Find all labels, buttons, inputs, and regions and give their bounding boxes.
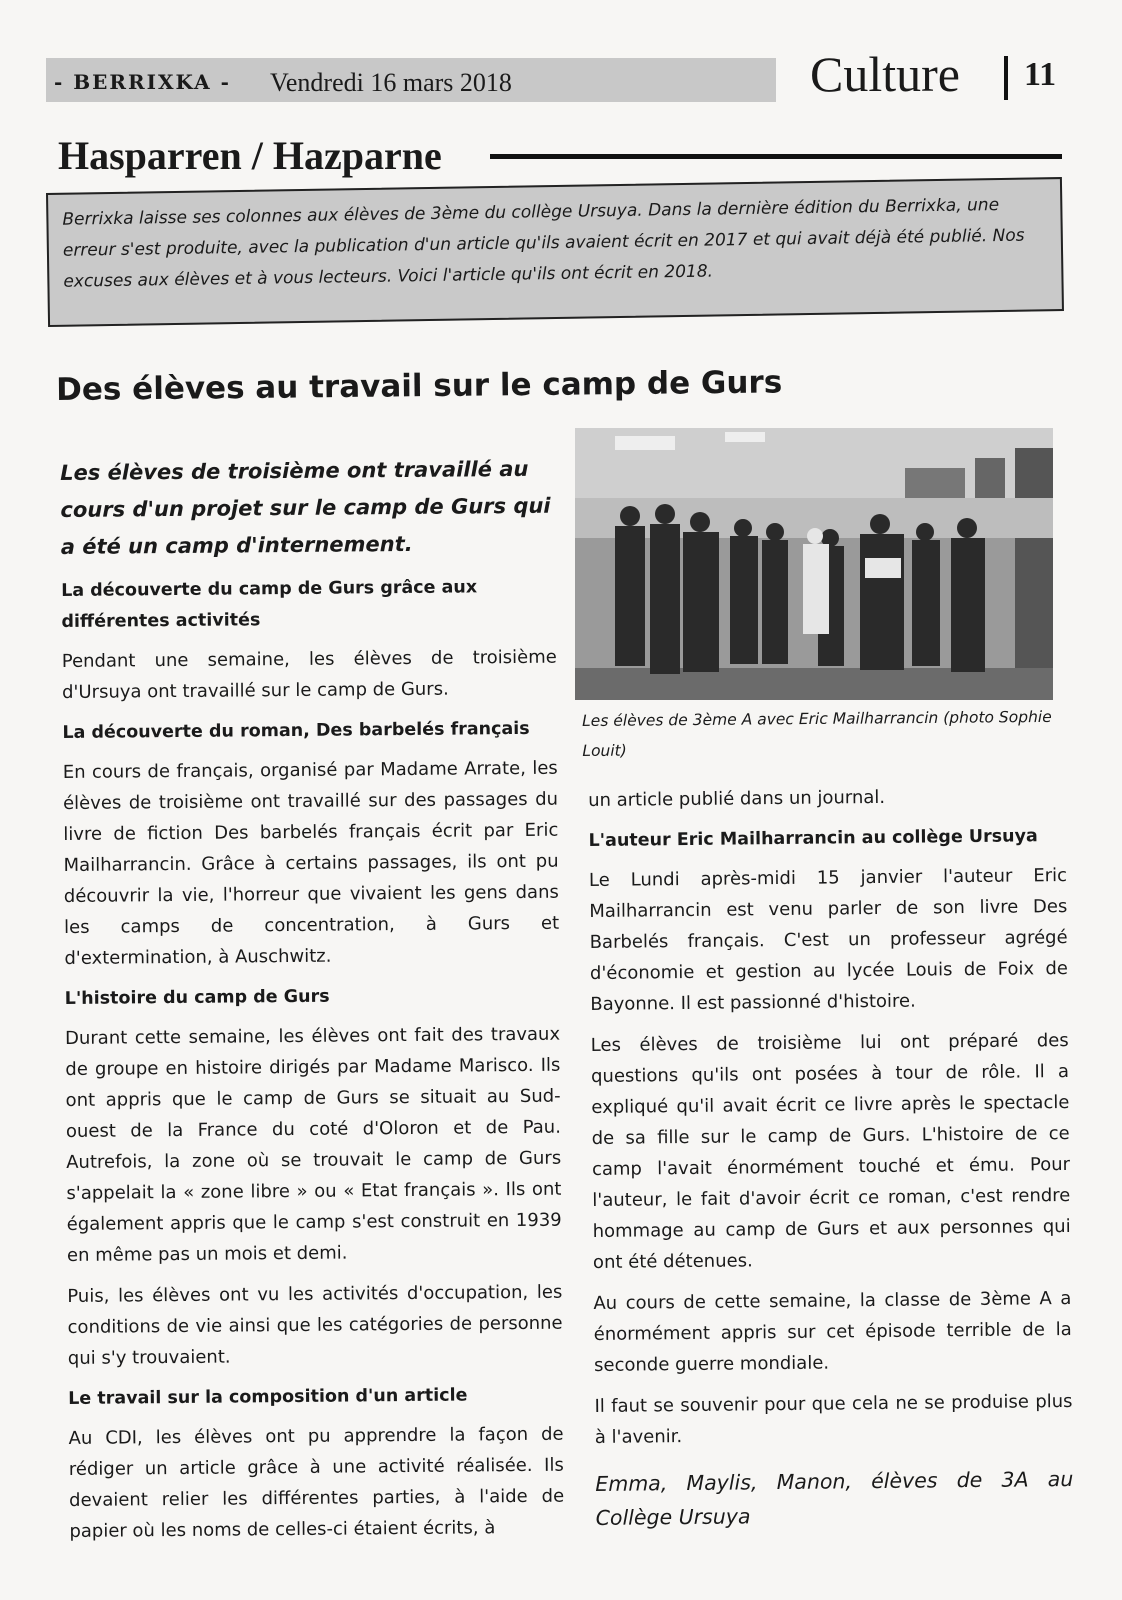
paragraph: Durant cette semaine, les élèves ont fait des travaux de groupe en histoire dirigés par Madame Marisco. Ils ont appris que le camp de Gurs se situait au Sud-ouest de la France du coté d'Oloron et de Pau. Autrefois, la zone où se trouvait le camp de Gurs s'appelait la « zone libre » ou « Etat français ». Ils ont également appris que le camp s'est construit en 1939 en même pas un mois et demi. (65, 1023, 562, 1266)
editor-note: Berrixka laisse ses colonnes aux élèves de 3ème du collège Ursuya. Dans la dernière édition du Berrixka, une erreur s'est produite, avec la publication d'un article qu'ils avaient écrit en 2017 et qui avait déjà été publié. Nos excuses aux élèves et à vous lecteurs. Voici l'article qu'ils ont écrit en 2018. (46, 177, 1064, 327)
article-lead: Les élèves de troisième ont travaillé au cours d'un projet sur le camp de Gurs qui a été un camp d'internement. (60, 456, 551, 559)
header-divider (1004, 56, 1008, 100)
page-number: 11 (1024, 56, 1057, 93)
photo-caption: Les élèves de 3ème A avec Eric Mailharrancin (photo Sophie Louit) (582, 707, 1052, 760)
article-headline: Des élèves au travail sur le camp de Gurs (56, 364, 783, 408)
section-title: Culture (810, 46, 960, 102)
article-column-left (60, 451, 565, 1557)
newspaper-name: - BERRIXKA - (54, 70, 231, 94)
issue-date: Vendredi 16 mars 2018 (270, 68, 512, 97)
paragraph: Pendant une semaine, les élèves de troisième d'Ursuya ont travaillé sur le camp de Gurs. (61, 646, 557, 703)
paragraph: Au cours de cette semaine, la classe de 3ème A a énormément appris sur cet épisode terrible de la seconde guerre mondiale. (593, 1287, 1072, 1376)
paragraph: Il faut se souvenir pour que cela ne se produise plus à l'avenir. (594, 1390, 1073, 1448)
subheading: L'auteur Eric Mailharrancin au collège Ursuya (588, 826, 1038, 851)
paragraph: Le Lundi après-midi 15 janvier l'auteur Eric Mailharrancin est venu parler de son livre Des Barbelés français. C'est un professeur agrégé d'économie et gestion au lycée Louis de Foix de Bayonne. Il est passionné d'histoire. (588, 864, 1069, 1015)
paragraph: En cours de français, organisé par Madame Arrate, les élèves de troisième ont travaillé sur des passages du livre de fiction Des barbelés français écrit par Eric Mailharrancin. Grâce à certains passages, ils ont pu découvrir la vie, l'horreur que vivaient les gens dans les camps de concentration, à Gurs et d'extermination, à Auschwitz. (62, 757, 560, 969)
group-photo (575, 428, 1053, 700)
heading-rule (490, 154, 1062, 159)
article-column-right (588, 780, 1074, 1535)
subheading: L'histoire du camp de Gurs (64, 986, 330, 1009)
paragraph: un article publié dans un journal. (588, 786, 886, 811)
subheading: La découverte du roman, Des barbelés français (62, 718, 530, 743)
paragraph: Les élèves de troisième lui ont préparé des questions qu'ils ont posées à tour de rôle. Il a expliqué qu'il avait écrit ce livre après le spectacle de sa fille sur le camp de Gurs. L'histoire de ce camp l'avait énormément touché et ému. Pour l'auteur, le fait d'avoir écrit ce roman, c'est rendre hommage au camp de Gurs et aux personnes qui ont été détenues. (590, 1029, 1071, 1273)
town-heading: Hasparren / Hazparne (58, 133, 442, 178)
subheading: Le travail sur la composition d'un article (68, 1385, 468, 1409)
article-signature: Emma, Maylis, Manon, élèves de 3A au Collège Ursuya (595, 1466, 1074, 1530)
paragraph: Puis, les élèves ont vu les activités d'occupation, les conditions de vie ainsi que les catégories de personne qui s'y trouvaient. (67, 1281, 563, 1369)
paragraph: Au CDI, les élèves ont pu apprendre la façon de rédiger un article grâce à une activité réalisée. Ils devaient relier les différentes parties, à l'aide de papier où les noms de celles-ci étaient écrits, à (68, 1423, 565, 1542)
subheading: La découverte du camp de Gurs grâce aux différentes activités (61, 577, 478, 632)
photo-illustration (575, 428, 1053, 700)
